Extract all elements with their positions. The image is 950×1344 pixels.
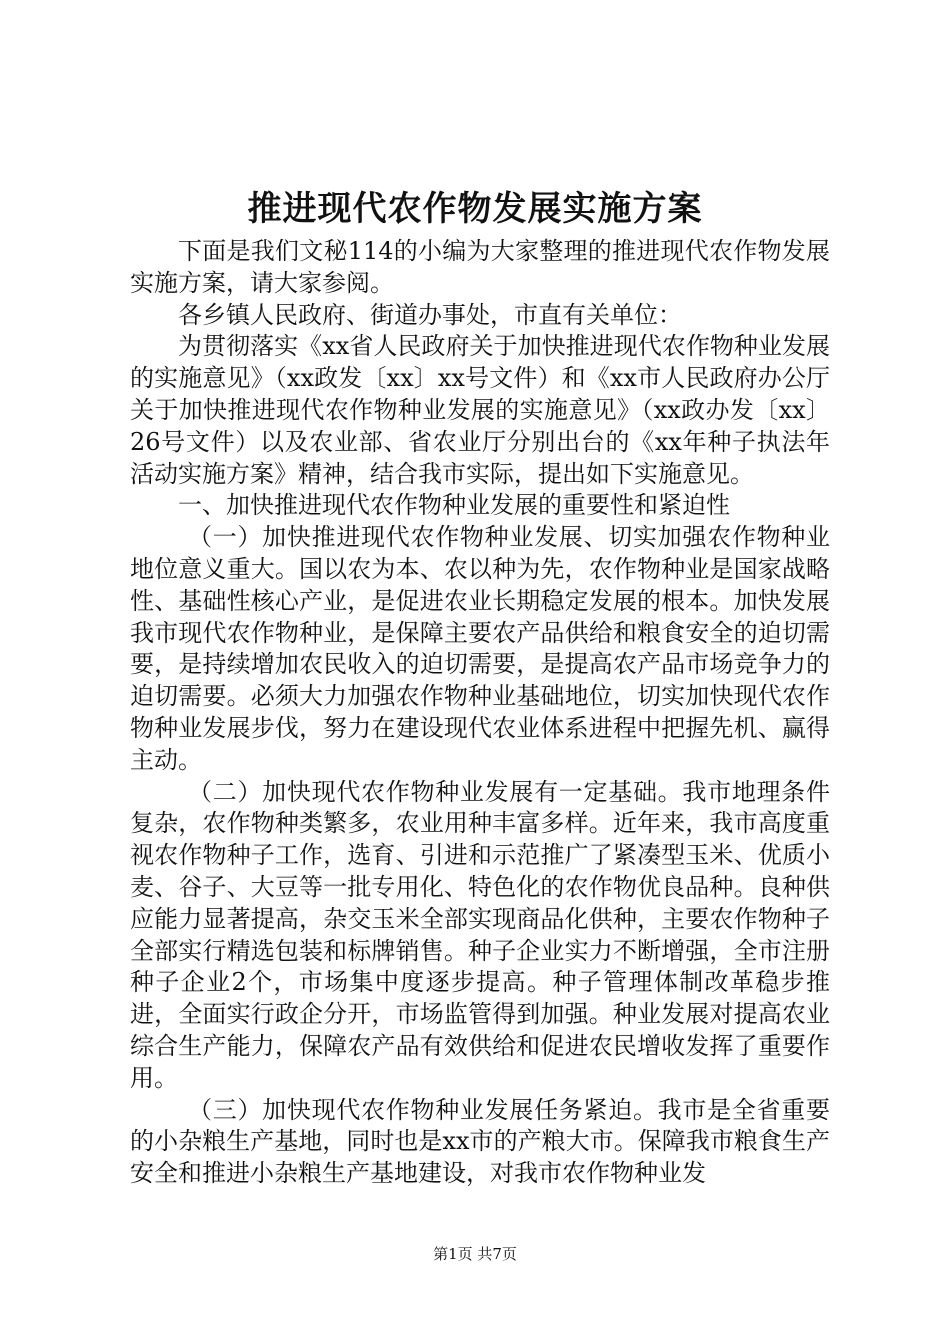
section-heading: 一、加快推进现代农作物种业发展的重要性和紧迫性 xyxy=(178,491,730,520)
subsection-paragraph-2: （二）加快现代农作物种业发展有一定基础。我市地理条件复杂，农作物种类繁多，农业用种丰富多样。近年来，我市高度重视农作物种子工作，选育、引进和示范推广了紧凑型玉米、优质小麦、谷子、大豆等一批专用化、特色化的农作物优良品种。良种供应能力显著提高，杂交玉米全部实现商品化供种，主要农作物种子全部实行精选包装和标牌销售。种子企业实力不断增强，全市注册种子企业2个，市场集中度逐步提高。种子管理体制改革稳步推进，全面实行政企分开，市场监管得到加强。种业发展对提高农业综合生产能力，保障农产品有效供给和促进农民增收发挥了重要作用。 xyxy=(130,777,830,1092)
document-body xyxy=(130,236,830,1190)
salutation-paragraph: 各乡镇人民政府、街道办事处，市直有关单位： xyxy=(178,300,682,329)
subsection-paragraph-1: （一）加快推进现代农作物种业发展、切实加强农作物种业地位意义重大。国以农为本、农以种为先，农作物种业是国家战略性、基础性核心产业，是促进农业长期稳定发展的根本。加快发展我市现代农作物种业，是保障主要农产品供给和粮食安全的迫切需要，是持续增加农民收入的迫切需要，是提高农产品市场竞争力的迫切需要。必须大力加强农作物种业基础地位，切实加快现代农作物种业发展步伐，努力在建设现代农业体系进程中把握先机、赢得主动。 xyxy=(130,523,830,774)
document-title: 推进现代农作物发展实施方案 xyxy=(247,189,703,229)
intro-paragraph: 下面是我们文秘114的小编为大家整理的推进现代农作物发展实施方案，请大家参阅。 xyxy=(130,237,830,297)
page-number-footer: 第1页 共7页 xyxy=(433,1245,517,1263)
subsection-paragraph-3: （三）加快现代农作物种业发展任务紧迫。我市是全省重要的小杂粮生产基地，同时也是xx市的产粮大市。保障我市粮食生产安全和推进小杂粮生产基地建设，对我市农作物种业发 xyxy=(130,1095,830,1188)
purpose-paragraph: 为贯彻落实《xx省人民政府关于加快推进现代农作物种业发展的实施意见》（xx政发〔xx〕xx号文件）和《xx市人民政府办公厅关于加快推进现代农作物种业发展的实施意见》（xx政办发〔xx〕26号文件）以及农业部、省农业厅分别出台的《xx年种子执法年活动实施方案》精神，结合我市实际，提出如下实施意见。 xyxy=(130,332,830,488)
